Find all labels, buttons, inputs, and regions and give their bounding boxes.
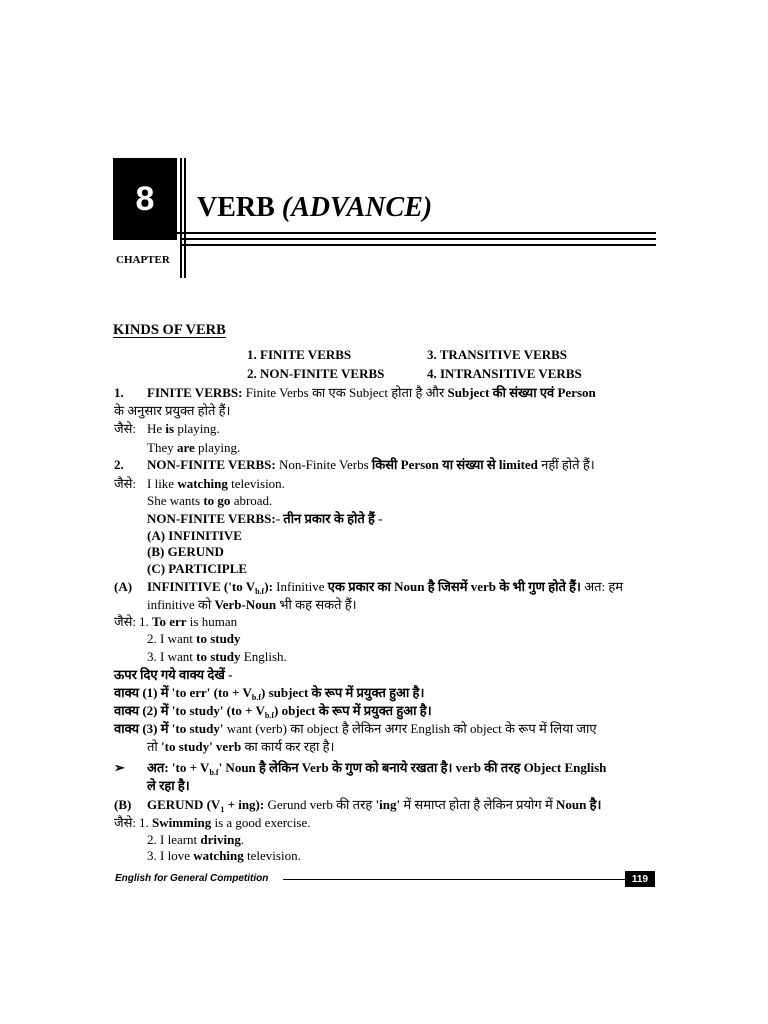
chapter-vertical-rule-1: [180, 158, 182, 278]
footer-rule: [283, 879, 625, 880]
body-line: GERUND $(V_1 + ing)$: Gerund verb की तरह 'ing' में समाप्त होता है लेकिन प्रयोग में Noun है।: [147, 797, 602, 814]
example-prefix: जैसे:: [114, 815, 137, 830]
body-line: FINITE VERBS: Finite Verbs का एक Subject होता है और Subject की संख्या एवं Person: [147, 385, 596, 400]
body-line: 3. I want to study English.: [147, 649, 287, 664]
chapter-vertical-rule-2: [184, 158, 186, 278]
kind-item: 3. TRANSITIVE VERBS: [427, 347, 568, 362]
body-line: 1. To err is human: [139, 614, 238, 629]
body-line: I like watching television.: [147, 476, 285, 491]
list-number: (B): [114, 797, 132, 812]
body-line: ऊपर दिए गये वाक्य देखें -: [114, 667, 233, 682]
body-line: वाक्य (3) में 'to study' want (verb) का object है लेकिन अगर English को object के रूप में लिया जाए: [114, 721, 597, 736]
chapter-title: VERB (ADVANCE): [197, 192, 433, 223]
body-line: अत: 'to + $V_{b.f}'$ Noun है लेकिन Verb के गुण को बनाये रखता है। verb की तरह Object English: [147, 760, 607, 777]
body-line: She wants to go abroad.: [147, 493, 273, 508]
body-line: 2. I want to study: [147, 631, 241, 646]
body-line: They are playing.: [147, 440, 241, 455]
body-line: 2. I learnt driving.: [147, 832, 245, 847]
body-line: वाक्य (2) में 'to study' $(to + V_{b.f})$ object के रूप में प्रयुक्त हुआ है।: [114, 703, 432, 720]
page-number: 119: [625, 871, 655, 887]
footer-text: English for General Competition: [115, 873, 269, 884]
body-line: वाक्य (1) में 'to err' $(to + V_{b.f})$ subject के रूप में प्रयुक्त हुआ है।: [114, 685, 425, 702]
body-line: के अनुसार प्रयुक्त होते हैं।: [114, 403, 231, 418]
kind-item: 4. INTRANSITIVE VERBS: [427, 366, 582, 381]
chapter-number-box: [113, 158, 177, 240]
title-rule-2: [182, 238, 656, 240]
arrow-bullet-icon: ➢: [114, 760, 125, 775]
body-line: NON-FINITE VERBS:- तीन प्रकार के होते हैं -: [147, 511, 383, 526]
body-line: 3. I love watching television.: [147, 848, 301, 863]
body-line: INFINITIVE ('to $V_{b.f}$): Infinitive एक प्रकार का Noun है जिसमें verb के भी गुण होते हैं। अत: हम: [147, 579, 624, 596]
title-rule-1: [113, 232, 656, 234]
body-line: ले रहा है।: [147, 778, 190, 793]
example-prefix: जैसे:: [114, 614, 137, 629]
example-prefix: जैसे:: [114, 421, 137, 436]
body-line: (C) PARTICIPLE: [147, 561, 248, 576]
body-line: He is playing.: [147, 421, 220, 436]
list-number: 2.: [114, 457, 124, 472]
body-line: (B) GERUND: [147, 544, 224, 559]
list-number: (A): [114, 579, 133, 594]
body-line: तो 'to study' verb का कार्य कर रहा है।: [147, 739, 335, 754]
list-number: 1.: [114, 385, 124, 400]
body-line: 1. Swimming is a good exercise.: [139, 815, 311, 830]
title-rule-3: [182, 244, 656, 246]
body-line: (A) INFINITIVE: [147, 528, 242, 543]
kind-item: 1. FINITE VERBS: [247, 347, 352, 362]
section-heading: KINDS OF VERB: [113, 322, 226, 338]
chapter-label: CHAPTER: [116, 254, 170, 266]
body-line: NON-FINITE VERBS: Non-Finite Verbs किसी Person या संख्या से limited नहीं होते हैं।: [147, 457, 595, 472]
chapter-number: 8: [135, 179, 155, 218]
kind-item: 2. NON-FINITE VERBS: [247, 366, 385, 381]
body-line: infinitive को Verb-Noun भी कह सकते हैं।: [147, 597, 357, 612]
example-prefix: जैसे:: [114, 476, 137, 491]
